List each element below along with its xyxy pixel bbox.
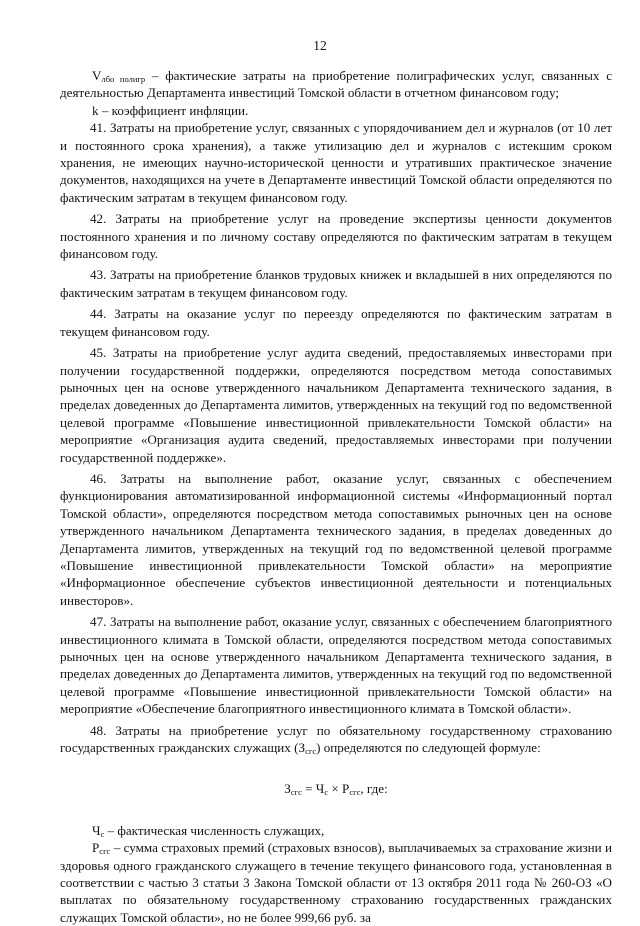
document-body: [60, 67, 612, 926]
formula-tail: , где:: [360, 781, 388, 797]
page-number: 12: [313, 38, 327, 53]
paragraph-48-text: 48. Затраты на приобретение услуг по обязательному государственному страхованию государственных гражданских служащих (З: [60, 722, 612, 756]
paragraph-45: 45. Затраты на приобретение услуг аудита сведений, предоставляемых инвесторами при получении государственной поддержки, определяются посредством метода сопоставимых рыночных цен на основе утвержденного начальником Департамента технического задания, в пределах доведенных до Департамента лимитов, утвержденных на текущий год по ведомственной целевой программе «Повышение инвестиционной привлекательности Томской области» на мероприятие «Организация аудита сведений, предоставляемых инвесторами при получении государственной поддержке».: [60, 345, 612, 465]
v-subscript: лбо полигр: [101, 74, 146, 84]
ch-definition-text: – фактическая численность служащих,: [104, 822, 325, 838]
paragraph-42: 42. Затраты на приобретение услуг на проведение экспертизы ценности документов постоянного хранения и по личному составу определяются по фактическим затратам в текущем финансовом году.: [60, 211, 612, 262]
ch-subscript: с: [100, 828, 105, 839]
paragraph-43: 43. Затраты на приобретение бланков трудовых книжек и вкладышей в них определяются по фактическим затратам в текущем финансовом году.: [60, 267, 612, 300]
paragraph-44: 44. Затраты на оказание услуг по переезду определяются по фактическим затратам в текущем финансовом году.: [60, 306, 612, 339]
paragraph-46: 46. Затраты на выполнение работ, оказание услуг, связанных с обеспечением функционирования автоматизированной информационной системы «Информационный портал Томской области», определяются посредством метода сопоставимых рыночных цен на основе утвержденного начальником Департамента технического задания, в пределах доведенных до Департамента лимитов, утвержденных на текущий год по ведомственной целевой программе «Повышение инвестиционной привлекательности Томской области» на мероприятие «Информационное обеспечение субъектов инвестиционной деятельности и потенциальных инвесторов».: [60, 470, 612, 608]
p-definition: [60, 839, 612, 926]
ch-symbol: Ч: [92, 822, 101, 838]
k-definition: k – коэффициент инфляции.: [92, 102, 249, 118]
v-definition: [60, 67, 612, 102]
formula: [60, 780, 612, 797]
formula-times: × Р: [328, 781, 350, 797]
formula-c-subscript: с: [324, 787, 329, 798]
ch-definition: [60, 822, 612, 839]
paragraph-48-tail: ) определяются по следующей формуле:: [316, 740, 541, 756]
v-symbol: V: [92, 68, 102, 83]
paragraph-47: 47. Затраты на выполнение работ, оказание услуг, связанных с обеспечением благоприятного инвестиционного климата в Томской области, определяются посредством метода сопоставимых рыночных цен на основе утвержденного начальником Департамента технического задания, в пределах доведенных до Департамента лимитов, утвержденных на текущий год по ведомственной целевой программе «Повышение инвестиционной привлекательности Томской области» на мероприятие «Обеспечение благоприятного инвестиционного климата в Томской области».: [60, 614, 612, 717]
p-symbol: Р: [92, 840, 100, 856]
paragraph-41: 41. Затраты на приобретение услуг, связанных с упорядочиванием дел и журналов (от 10 лет и постоянного срока хранения), а также утилизацию дел и журналов с истекшим сроком хранения, не имеющих научно-исторической ценности и утративших практическое значение документов, находящихся на учете в Департаменте инвестиций Томской области определяются по фактическим затратам в текущем финансовом году.: [60, 120, 612, 205]
p-definition-text: – сумма страховых премий (страховых взносов), выплачиваемых за страхование жизни и здоровья одного гражданского служащего в течение текущего финансового года, установленная в соответствии с частью 3 статьи 3 Закона Томской области от 13 октября 2011 года № 260-ОЗ «О выплатах по обязательному государственному страхованию государственных гражданских служащих Томской области», но не более 999,66 руб. за: [60, 840, 612, 925]
v-definition-text: – фактические затраты на приобретение полиграфических услуг, связанных с деятельностью Департамента инвестиций Томской области в отчетном финансовом году;: [60, 68, 613, 101]
p-subscript: сгс: [99, 846, 111, 857]
paragraph-48-subscript: сгс: [305, 746, 317, 757]
formula-eq: = Ч: [301, 781, 325, 797]
paragraph-48: [60, 722, 612, 757]
formula-z-subscript: сгс: [290, 787, 302, 798]
formula-p-subscript: сгс: [349, 787, 361, 798]
formula-z: З: [284, 781, 291, 797]
